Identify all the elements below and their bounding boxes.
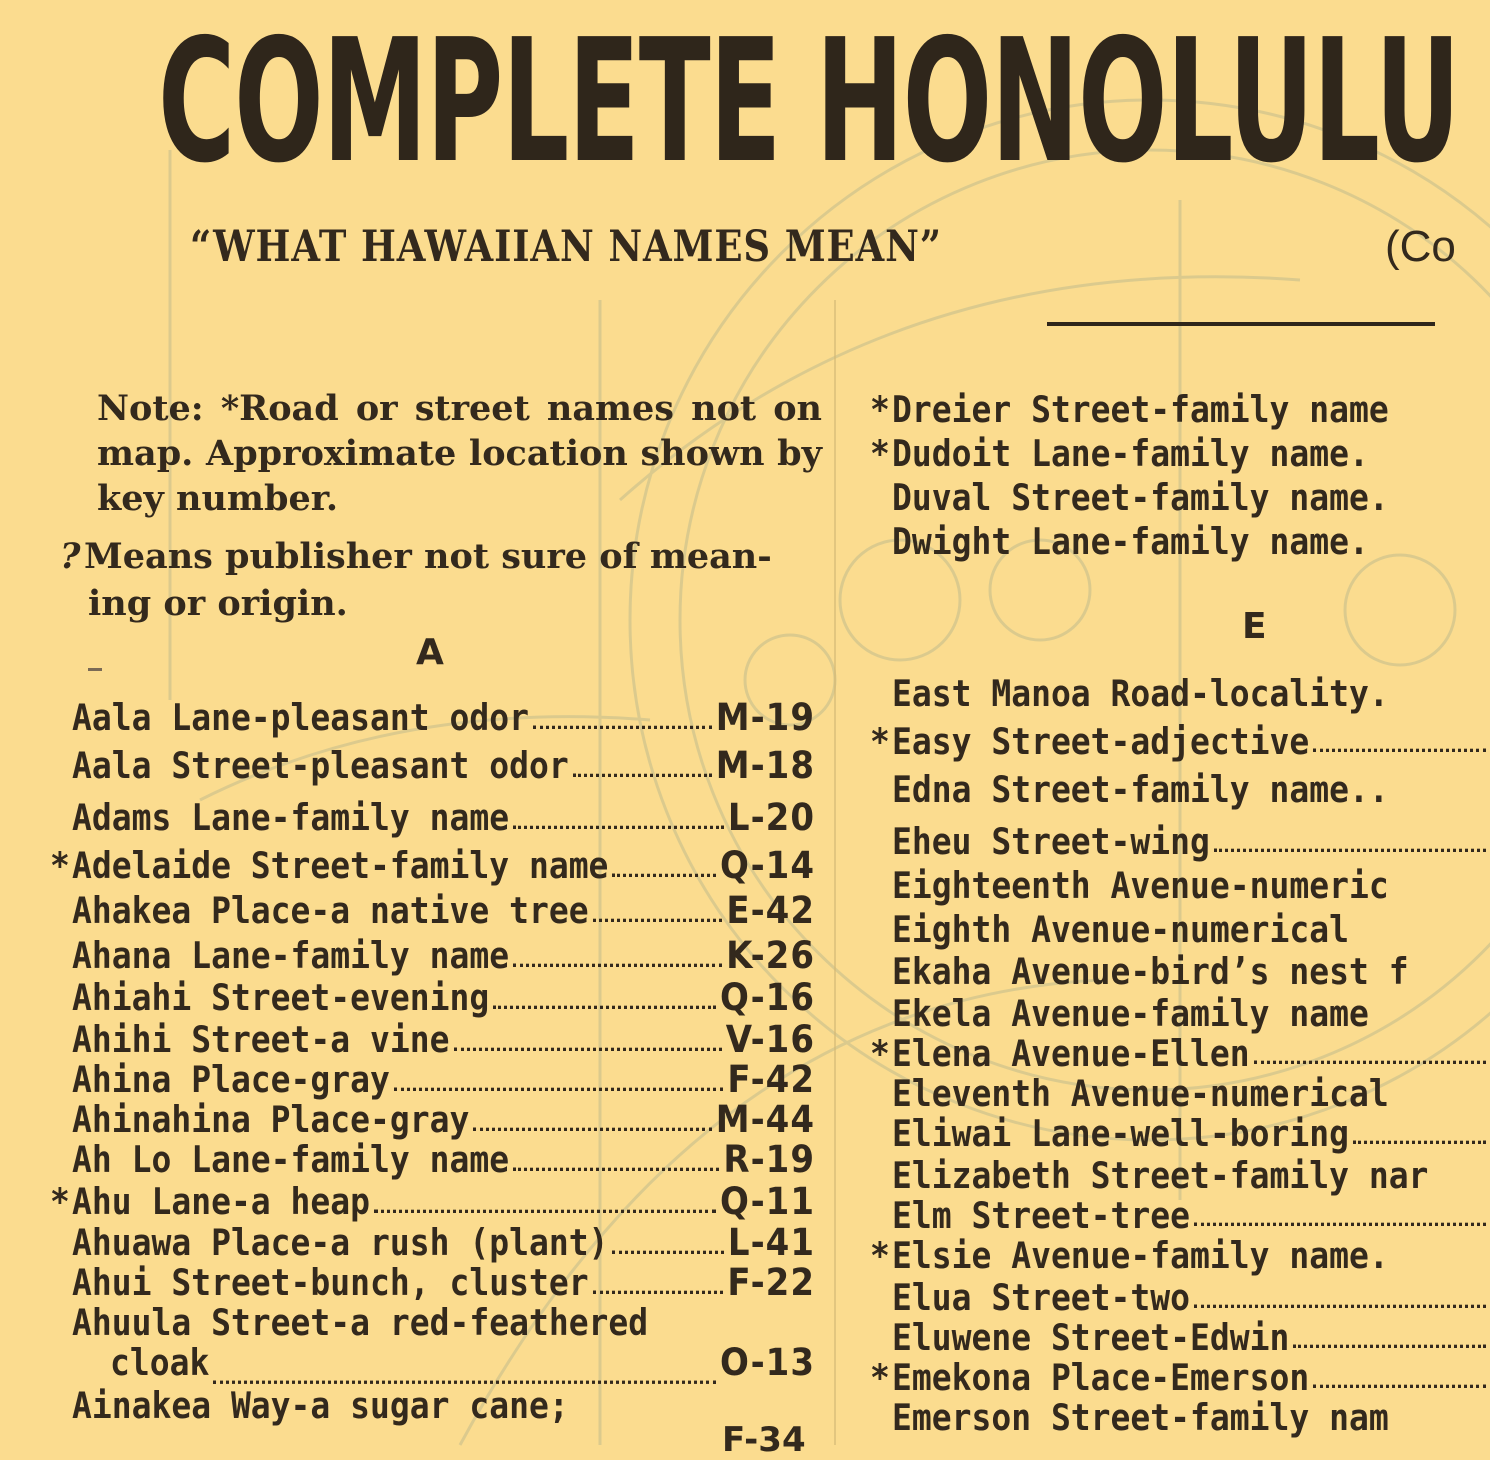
note-paragraph <box>52 386 822 521</box>
note-line-3: ing or origin. <box>88 583 348 624</box>
index-entry: * Adelaide Street-family name Q-14 <box>50 844 815 888</box>
index-entry <box>870 1072 1490 1115</box>
note-line-2: Means publisher not sure of mean- <box>84 536 772 577</box>
section-letter-e: E <box>1242 606 1267 647</box>
index-entry <box>50 1221 815 1265</box>
dot-leader <box>533 725 712 728</box>
dot-leader <box>1194 1223 1486 1226</box>
dot-leader <box>513 1167 719 1170</box>
page-subtitle: “WHAT HAWAIIAN NAMES MEAN” <box>190 222 942 272</box>
grid-key: Q-11 <box>720 1180 815 1224</box>
index-entry: * Dreier Street-family name <box>870 388 1389 431</box>
dot-leader <box>1194 1305 1486 1308</box>
index-entry <box>870 1154 1490 1197</box>
index-entry <box>870 1194 1490 1237</box>
dot-leader <box>513 825 724 828</box>
index-entry <box>870 768 1490 811</box>
grid-key-partial: F-34 <box>722 1420 806 1460</box>
index-entry: * Ahu Lane-a heap Q-11 <box>50 1180 815 1224</box>
continued-label-fragment: (Co <box>1385 222 1456 271</box>
grid-key: Q-16 <box>720 976 815 1020</box>
street-name: Ainakea Way-a sugar cane; <box>72 1384 569 1427</box>
grid-key: Q-14 <box>720 844 815 888</box>
grid-key: M-44 <box>715 1098 815 1142</box>
index-entry <box>50 1301 710 1344</box>
street-name: Ahuula Street-a red-feathered <box>72 1301 649 1344</box>
index-entry <box>50 796 815 840</box>
section-letter-a: A <box>416 632 444 673</box>
dot-leader <box>612 1250 723 1253</box>
question-mark: ? <box>60 536 81 577</box>
index-entry-continuation <box>110 1341 815 1385</box>
dot-leader <box>1313 749 1486 752</box>
index-entry <box>870 820 1490 863</box>
dot-leader <box>493 1005 716 1008</box>
street-name: East Manoa Road-locality. <box>892 672 1389 715</box>
street-name: Ahinahina Place-gray <box>72 1098 470 1141</box>
grid-key: L-41 <box>727 1221 815 1265</box>
grid-key: M-19 <box>715 696 815 740</box>
street-name: Elizabeth Street-family nar <box>892 1154 1429 1197</box>
street-name: Edna Street-family name.. <box>892 768 1389 811</box>
street-name: Aala Lane-pleasant odor <box>72 696 529 739</box>
grid-key: R-19 <box>723 1138 815 1182</box>
street-name: Ahuawa Place-a rush (plant) <box>72 1221 609 1264</box>
street-name: Eighth Avenue-numerical <box>892 908 1349 951</box>
index-entry <box>870 672 1490 715</box>
dot-leader <box>1214 849 1486 852</box>
index-entry <box>870 950 1490 993</box>
index-entry <box>50 1098 815 1142</box>
street-name: Eheu Street-wing <box>892 820 1210 863</box>
street-name: Ekaha Avenue-bird’s nest f <box>892 950 1409 993</box>
dot-leader <box>1313 1385 1486 1388</box>
grid-key: O-13 <box>720 1341 815 1385</box>
index-entry: * Dudoit Lane-family name. <box>870 432 1369 475</box>
index-entry <box>50 696 815 740</box>
street-name: Dudoit Lane-family name. <box>892 432 1369 475</box>
street-name: Eluwene Street-Edwin <box>892 1316 1290 1359</box>
index-entry <box>870 908 1490 951</box>
dot-leader <box>1254 1061 1486 1064</box>
page-title: COMPLETE HONOLULU <box>158 3 1460 201</box>
dot-leader <box>573 773 712 776</box>
index-entry <box>50 1138 815 1182</box>
dot-leader <box>454 1047 722 1050</box>
dot-leader <box>394 1087 724 1090</box>
index-entry <box>870 520 1490 563</box>
street-name: Eighteenth Avenue-numeric <box>892 864 1389 907</box>
street-name: Emerson Street-family nam <box>892 1396 1389 1439</box>
index-entry: * Elena Avenue-Ellen <box>870 1032 1490 1075</box>
index-entry <box>50 976 815 1020</box>
index-entry: * Elsie Avenue-family name. <box>870 1234 1389 1277</box>
street-name: Aala Street-pleasant odor <box>72 744 569 787</box>
index-entry <box>870 476 1490 519</box>
index-entry <box>50 1384 670 1427</box>
street-name: Eleventh Avenue-numerical <box>892 1072 1389 1115</box>
index-entry <box>870 1276 1490 1319</box>
note-uncertain-meaning <box>60 533 820 627</box>
index-entry <box>50 744 815 788</box>
dot-leader <box>374 1209 716 1212</box>
street-name: Easy Street-adjective <box>892 720 1310 763</box>
street-name: Adelaide Street-family name <box>72 844 609 887</box>
grid-key: M-18 <box>715 744 815 788</box>
index-entry <box>50 1058 815 1102</box>
index-entry <box>870 864 1490 907</box>
street-name: Ahui Street-bunch, cluster <box>72 1261 589 1304</box>
street-name: Ahana Lane-family name <box>72 934 510 977</box>
street-name: Elena Avenue-Ellen <box>892 1032 1250 1075</box>
index-entry <box>50 1261 815 1305</box>
index-entry <box>50 889 815 933</box>
dot-leader <box>1293 1345 1486 1348</box>
street-name: Ahiahi Street-evening <box>72 976 490 1019</box>
dot-leader <box>593 1290 724 1293</box>
grid-key: L-20 <box>727 796 815 840</box>
column-divider <box>834 300 836 1445</box>
grid-key: V-16 <box>725 1018 815 1062</box>
dot-leader <box>473 1127 711 1130</box>
street-name: Dwight Lane-family name. <box>892 520 1369 563</box>
note-text: Note: *Road or street names not on map. Approximate location shown by key number. <box>97 388 822 519</box>
street-name: Elm Street-tree <box>892 1194 1191 1237</box>
street-name: Duval Street-family name. <box>892 476 1389 519</box>
street-name: Elsie Avenue-family name. <box>892 1234 1389 1277</box>
street-name: Ahakea Place-a native tree <box>72 889 589 932</box>
grid-key: F-42 <box>727 1058 815 1102</box>
index-entry: * Easy Street-adjective <box>870 720 1490 763</box>
continuation-text: cloak <box>110 1341 210 1384</box>
index-entry <box>50 1018 815 1062</box>
dot-leader <box>593 918 723 921</box>
grid-key: K-26 <box>726 934 815 978</box>
index-entry <box>870 1316 1490 1359</box>
street-name: Ahihi Street-a vine <box>72 1018 450 1061</box>
street-name: Ahu Lane-a heap <box>72 1180 371 1223</box>
index-entry <box>50 934 815 978</box>
street-name: Eliwai Lane-well-boring <box>892 1112 1349 1155</box>
index-entry <box>870 992 1490 1035</box>
grid-key: E-42 <box>726 889 815 933</box>
street-name: Emekona Place-Emerson <box>892 1356 1310 1399</box>
index-entry <box>870 1112 1490 1155</box>
dot-leader <box>1353 1141 1486 1144</box>
index-entry: * Emekona Place-Emerson <box>870 1356 1490 1399</box>
dot-leader <box>612 873 716 876</box>
street-name: Ahina Place-gray <box>72 1058 390 1101</box>
stray-mark <box>88 668 102 671</box>
street-name: Ah Lo Lane-family name <box>72 1138 510 1181</box>
street-name: Adams Lane-family name <box>72 796 510 839</box>
index-entry <box>870 1396 1490 1439</box>
street-name: Elua Street-two <box>892 1276 1191 1319</box>
grid-key: F-22 <box>727 1261 815 1305</box>
street-name: Ekela Avenue-family name <box>892 992 1369 1035</box>
dot-leader <box>513 963 722 966</box>
street-name: Dreier Street-family name <box>892 388 1389 431</box>
header-rule <box>1047 322 1435 326</box>
